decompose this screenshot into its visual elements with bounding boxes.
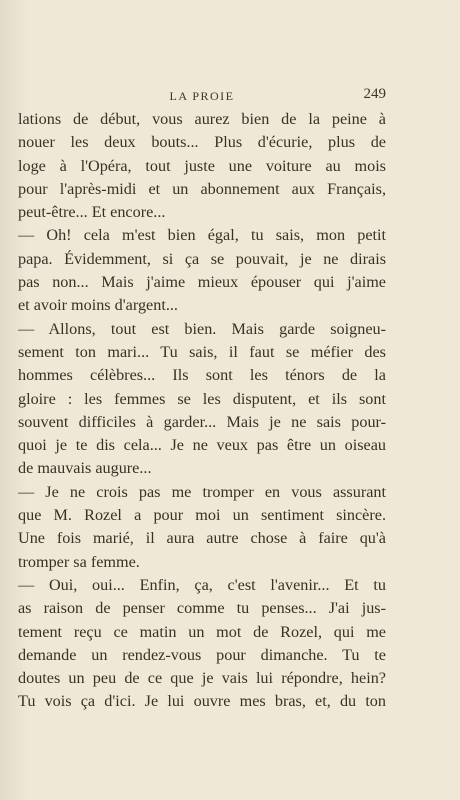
text-line: tement reçu ce matin un mot de Rozel, qui me <box>18 622 386 641</box>
text-line: gloire : les femmes se les disputent, et ils sont <box>18 389 386 408</box>
body-text <box>18 108 386 714</box>
text-line: demande un rendez-vous pour dimanche. Tu te <box>18 645 386 664</box>
running-title: LA PROIE <box>169 89 235 103</box>
text-line: pour l'après-midi et un abonnement aux Français, <box>18 179 386 198</box>
text-line: Tu vois ça d'ici. Je lui ouvre mes bras, et, du ton <box>18 692 386 711</box>
text-line: souvent difficiles à garder... Mais je ne sais pour- <box>18 412 386 431</box>
text-line: tromper sa femme. <box>18 552 140 571</box>
text-line: lations de début, vous aurez bien de la peine à <box>18 110 386 128</box>
text-line: papa. Évidemment, si ça se pouvait, je ne dirais <box>18 249 386 268</box>
text-line: quoi je te dis cela... Je ne veux pas être un oiseau <box>18 436 386 455</box>
text-line: que M. Rozel a pour moi un sentiment sincère. <box>18 506 386 525</box>
text-line: pas non... Mais j'aime mieux épouser qui j'aime <box>18 273 386 292</box>
text-line: hommes célèbres... Ils sont les ténors de la <box>18 366 386 385</box>
text-line: Une fois marié, il aura autre chose à faire qu'à <box>18 529 386 548</box>
text-line: — Oui, oui... Enfin, ça, c'est l'avenir... Et tu <box>18 575 386 594</box>
text-line: sement ton mari... Tu sais, il faut se méfier des <box>18 342 386 361</box>
text-line: doutes un peu de ce que je vais lui répondre, hein? <box>18 669 386 688</box>
page-header <box>18 86 386 106</box>
text-line: loge à l'Opéra, tout juste une voiture au mois <box>18 156 386 175</box>
text-line: — Je ne crois pas me tromper en vous assurant <box>18 482 386 501</box>
text-line: de mauvais augure... <box>18 459 152 478</box>
text-line: nouer les deux bouts... Plus d'écurie, plus de <box>18 133 386 152</box>
text-line: et avoir moins d'argent... <box>18 296 178 315</box>
text-line: peut-être... Et encore... <box>18 203 166 222</box>
text-line: as raison de penser comme tu penses... J'ai jus- <box>18 599 386 618</box>
page-number: 249 <box>363 86 386 102</box>
text-line: — Allons, tout est bien. Mais garde soigneu- <box>18 319 386 338</box>
text-line: — Oh! cela m'est bien égal, tu sais, mon petit <box>18 226 386 245</box>
